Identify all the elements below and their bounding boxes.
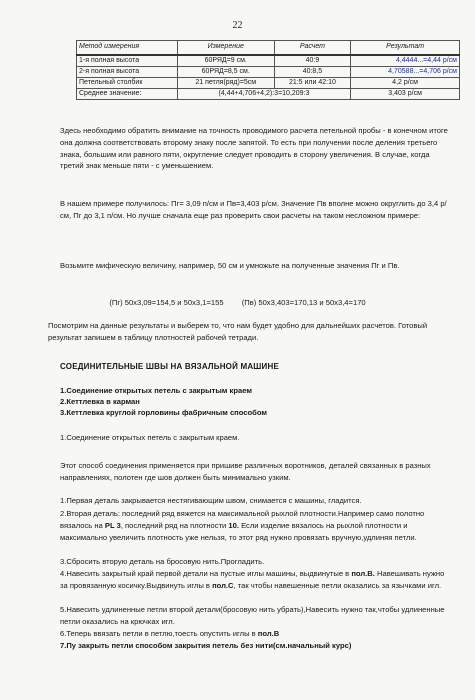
step-4-text: 4.Навесить закрытый край первой детали на пустые иглы машины, выдвинутые в	[60, 569, 352, 578]
table-cell: (4,44+4,706+4,2):3=10,209:3	[177, 89, 350, 100]
list-item: 2.Кеттлевка в карман	[60, 397, 140, 406]
formula-line	[0, 298, 475, 307]
step-2	[60, 508, 453, 543]
table-row	[77, 55, 460, 67]
step-1: 1.Первая деталь закрывается нестягивающим швом, снимается с машины, гладится.	[60, 496, 362, 505]
table-cell: 1-я полная высота	[77, 55, 178, 67]
paragraph-example: В нашем примере получилось: Пг= 3,09 п/см и Пв=3,403 р/см. Значение Пв вполне можно округлить до 3,4 р/см, Пг до 3,1 п/см. Но лучше сначала еще раз проверить свои расчеты на таком несложном примере:	[60, 199, 447, 220]
table-cell: 21 петля(ряд)=5см	[177, 78, 274, 89]
page-number: 22	[232, 20, 243, 31]
list-item: 1.Соединение открытых петель с закрытым краем	[60, 386, 252, 395]
table-cell: Среднее значение:	[77, 89, 178, 100]
step-4-position-bold: пол.С	[212, 580, 234, 590]
step-2-density-bold: PL 3	[104, 520, 121, 530]
table-cell: 4,70588...=4,706 р/см	[351, 67, 460, 78]
table-header-measurement: Измерение	[177, 41, 274, 56]
table-cell: 4,2 р/см	[351, 78, 460, 89]
step-4	[60, 568, 453, 592]
step-6-text: 6.Теперь ввязать петли в петлю,тоесть опустить иглы в	[60, 629, 258, 638]
table-cell: 2-я полная высота	[77, 67, 178, 78]
table-cell: 21:5 или 42:10	[274, 78, 351, 89]
step-4-text: Навешивать нужно за провязанную косичку.Выдвинуть иглы в	[60, 569, 445, 590]
table-cell: Петельный столбик	[77, 78, 178, 89]
table-cell: 3,403 р/см	[351, 89, 460, 100]
list-item: 3.Кеттлевка круглой горловины фабричным способом	[60, 408, 268, 417]
table-header-method: Метод измерения	[77, 41, 178, 56]
paragraph-mythical-value: Возьмите мифическую величину, например, 50 см и умножьте на полученные значения Пг и Пв.	[60, 261, 400, 270]
step-2-text: Если изделие вязалось на рыхлой плотности и максимально увеличить плотность уже нельзя, то этот ряд нужно провязать вручную,удлиняя петли.	[60, 520, 417, 542]
step-3: 3.Сбросить вторую деталь на бросовую нить.Прогладить.	[60, 557, 265, 566]
table-header-calculation: Расчет	[274, 41, 351, 56]
seam-types-list	[60, 385, 267, 418]
table-cell: 60РЯД=9 см.	[177, 55, 274, 67]
subsection-title: 1.Соединение открытых петель с закрытым краем.	[60, 433, 240, 442]
table-cell: 60РЯД=8,5 см.	[177, 67, 274, 78]
table-header-row	[77, 41, 460, 56]
step-2-text: 2.Вторая деталь: последний ряд вяжется на максимальной рыхлой плотности.Например само полотно вязалось на	[60, 509, 425, 530]
table-cell: 4,4444...=4,44 р/см	[351, 55, 460, 67]
table-cell: 40:8,5	[274, 67, 351, 78]
table-header-result: Результат	[351, 41, 460, 56]
table-row	[77, 78, 460, 89]
step-6-position-bold: пол.В	[257, 629, 280, 638]
table-cell: 40:9	[274, 55, 351, 67]
step-5: 5.Навесить удлиненные петли второй детали(бросовую нить убрать),Навесить нужно так,чтобы удлиненные петли оказались на крючках игл.	[60, 605, 445, 626]
table-row-average	[77, 89, 460, 100]
paragraph-results: Посмотрим на данные результаты и выберем то, что нам будет удобно для дальнейших расчетов. Готовый результат запишем в таблицу плотностей рабочей тетради.	[48, 321, 428, 342]
formula-vertical: (Пв) 50х3,403=170,13 и 50х3,4=170	[241, 298, 366, 307]
section-heading: СОЕДИНИТЕЛЬНЫЕ ШВЫ НА ВЯЗАЛЬНОЙ МАШИНЕ	[60, 362, 280, 371]
formula-horizontal: (Пг) 50х3,09=154,5 и 50х3,1=155	[109, 298, 224, 307]
measurement-table	[76, 40, 460, 100]
paragraph-precision: Здесь необходимо обратить внимание на точность проводимого расчета петельной пробы - в конечном итоге она должна соответствовать второму знаку после запятой. То есть при получении после деления третьего знака, большим или равного пяти, округление следует проводить в сторону увеличения. В случае, когда третий знак меньше пяти - с уменьшением.	[60, 126, 448, 171]
step-4-text: , так чтобы навешенные петли оказались за язычками игл.	[233, 580, 442, 590]
step-2-density-bold: 10.	[228, 520, 239, 530]
paragraph-intro: Этот способ соединения применяется при пришиве различных воротников, деталей связанных в разных направлениях, полотен где шов должен быть минимально узким.	[60, 461, 431, 482]
table-row	[77, 67, 460, 78]
step-2-text: , последний ряд на плотности	[120, 520, 229, 530]
step-4-position-bold: пол.В.	[351, 569, 375, 578]
step-6	[60, 628, 453, 640]
step-7: 7.Пу закрыть петли способом закрытия петель без нити(см.начальный курс)	[60, 641, 352, 650]
